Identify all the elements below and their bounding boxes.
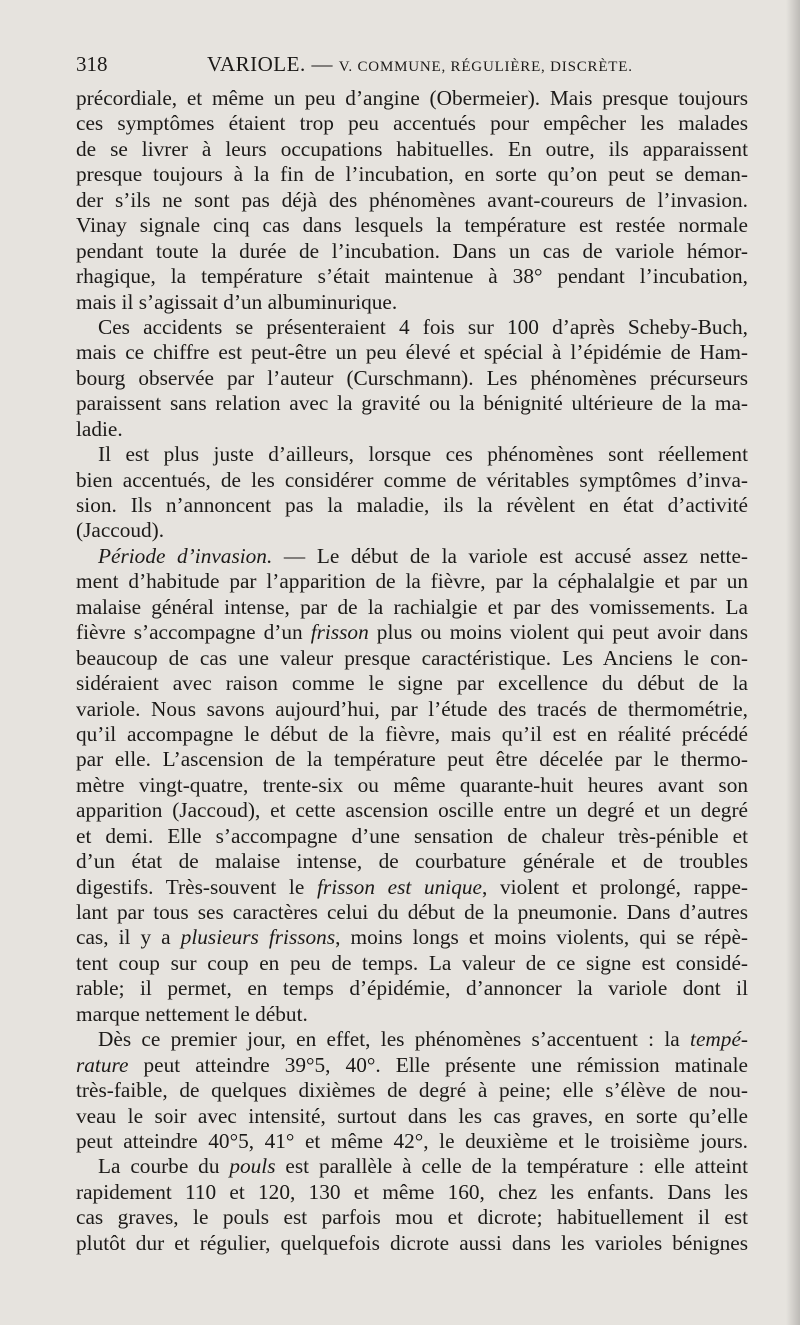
text-line — [76, 1078, 748, 1103]
text-segment: beaucoup de cas une valeur presque caractéristique. Les Anciens le con- — [76, 645, 748, 670]
text-segment: pendant toute la durée de l’incubation. Dans un cas de variole hémor- — [76, 238, 748, 263]
text-line — [76, 595, 748, 620]
text-line — [76, 925, 748, 950]
text-segment: ladie. — [76, 416, 123, 441]
text-line — [76, 111, 748, 136]
text-segment: La courbe du — [98, 1154, 230, 1179]
text-segment: Ces accidents se présenteraient 4 fois sur 100 d’après Scheby-Buch, — [98, 314, 748, 339]
italic-text: pouls — [229, 1154, 276, 1179]
text-segment: bien accentués, de les considérer comme de véritables symptômes d’inva- — [76, 467, 748, 492]
text-line — [76, 722, 748, 747]
text-segment: peut atteindre 40°5, 41° et même 42°, le deuxième et le troisième jours. — [76, 1128, 748, 1153]
text-segment: très-faible, de quelques dixièmes de degré à peine; elle s’élève de nou- — [76, 1078, 748, 1103]
italic-text: Période d’invasion. — [98, 543, 273, 568]
text-line — [76, 442, 748, 467]
text-segment: rhagique, la température s’était maintenue à 38° pendant l’incubation, — [76, 264, 748, 289]
text-segment: der s’ils ne sont pas déjà des phénomènes avant-coureurs de l’invasion. — [76, 187, 748, 212]
text-segment: — Le début de la variole est accusé assez nette- — [272, 543, 748, 568]
italic-text: frisson — [310, 620, 369, 645]
text-line — [76, 849, 748, 874]
text-line — [76, 620, 748, 645]
text-line — [76, 239, 748, 264]
text-segment: qu’il accompagne le début de la fièvre, mais qu’il est en réalité précédé — [76, 721, 748, 746]
text-segment: peut atteindre 39°5, 40°. Elle présente une rémission matinale — [128, 1052, 748, 1077]
text-segment: (Jaccoud). — [76, 518, 165, 543]
text-segment: est parallèle à celle de la température : elle atteint — [275, 1154, 748, 1179]
text-line — [76, 290, 748, 315]
text-segment: sidéraient avec raison comme le signe par excellence du début de la — [76, 671, 748, 696]
text-segment: lant par tous ses caractères celui du début de la pneumonie. Dans d’autres — [76, 900, 748, 924]
text-segment: mais ce chiffre est peut-être un peu élevé et spécial à l’épidémie de Ham- — [76, 340, 748, 365]
text-segment: paraissent sans relation avec la gravité ou la bénignité ultérieure de la ma- — [76, 391, 748, 416]
text-line — [76, 1002, 748, 1027]
text-line — [76, 518, 748, 543]
text-line — [76, 315, 748, 340]
text-line — [76, 875, 748, 900]
text-line — [76, 773, 748, 798]
text-segment: plutôt dur et régulier, quelquefois dicrote aussi dans les varioles bénignes — [76, 1230, 748, 1255]
text-line — [76, 162, 748, 187]
text-segment: , moins longs et moins violents, qui se répè- — [335, 925, 749, 950]
text-segment: plus ou moins violent qui peut avoir dans — [368, 620, 748, 645]
text-line — [76, 1231, 748, 1256]
text-segment: et demi. Elle s’accompagne d’une sensation de chaleur très-pénible et — [76, 823, 748, 848]
text-segment: Dès ce premier jour, en effet, les phénomènes s’accentuent : la — [98, 1027, 691, 1052]
text-line — [76, 213, 748, 238]
text-segment: par elle. L’ascension de la température peut être décelée par le thermo- — [76, 747, 748, 772]
text-line — [76, 391, 748, 416]
text-line — [76, 798, 748, 823]
text-segment: sion. Ils n’annoncent pas la maladie, ils la révèlent en état d’activité — [76, 493, 748, 517]
text-line — [76, 976, 748, 1001]
text-line — [76, 417, 748, 442]
text-line — [76, 188, 748, 213]
running-header — [76, 52, 748, 82]
text-segment: de se livrer à leurs occupations habituelles. En outre, ils apparaissent — [76, 136, 748, 161]
text-line — [76, 900, 748, 925]
text-segment: apparition (Jaccoud), et cette ascension oscille entre un degré et un degré — [76, 798, 748, 823]
running-title — [207, 52, 633, 77]
text-line — [76, 468, 748, 493]
text-line — [76, 366, 748, 391]
text-line — [76, 671, 748, 696]
text-segment: variole. Nous savons aujourd’hui, par l’étude des tracés de thermométrie, — [76, 696, 748, 721]
text-segment: cas graves, le pouls est parfois mou et dicrote; habituellement il est — [76, 1205, 748, 1230]
text-line — [76, 86, 748, 111]
text-segment: marque nettement le début. — [76, 1001, 308, 1026]
text-segment: d’un état de malaise intense, de courbature générale et de troubles — [76, 849, 748, 874]
text-segment: précordiale, et même un peu d’angine (Obermeier). Mais presque toujours — [76, 86, 748, 110]
text-line — [76, 1205, 748, 1230]
page-number: 318 — [76, 52, 108, 76]
text-segment: fièvre s’accompagne d’un — [76, 620, 311, 645]
text-segment: tent coup sur coup en peu de temps. La valeur de ce signe est considé- — [76, 950, 748, 975]
italic-text: plusieurs frissons — [180, 925, 336, 950]
text-line — [76, 1053, 748, 1078]
text-line — [76, 747, 748, 772]
body-text — [76, 86, 748, 1256]
text-segment: presque toujours à la fin de l’incubation, en sorte qu’on peut se deman- — [76, 162, 748, 187]
text-segment: ces symptômes étaient trop peu accentués pour empêcher les malades — [76, 111, 748, 136]
text-segment: mètre vingt-quatre, trente-six ou même quarante-huit heures avant son — [76, 772, 748, 797]
text-line — [76, 544, 748, 569]
text-segment: cas, il y a — [76, 925, 181, 950]
text-segment: veau le soir avec intensité, surtout dans les cas graves, en sorte qu’elle — [76, 1103, 748, 1128]
text-line — [76, 1129, 748, 1154]
page-edge-shadow — [786, 0, 800, 1325]
text-line — [76, 569, 748, 594]
italic-text: tempé- — [690, 1027, 748, 1052]
text-segment: bourg observée par l’auteur (Curschmann). Les phénomènes précurseurs — [76, 365, 748, 390]
text-segment: , violent et prolongé, rappe- — [481, 874, 748, 899]
text-segment: mais il s’agissait d’un albuminurique. — [76, 289, 398, 314]
text-line — [76, 493, 748, 518]
italic-text: rature — [76, 1052, 129, 1077]
text-segment: digestifs. Très-souvent le — [76, 874, 317, 899]
italic-text: frisson est unique — [316, 874, 482, 899]
text-segment: rapidement 110 et 120, 130 et même 160, chez les enfants. Dans les — [76, 1179, 748, 1204]
text-segment: malaise général intense, par de la rachialgie et par des vomissements. La — [76, 594, 748, 619]
text-line — [76, 1180, 748, 1205]
text-segment: ment d’habitude par l’apparition de la fièvre, par la céphalalgie et par un — [76, 569, 748, 594]
header-subtitle: V. COMMUNE, RÉGULIÈRE, DISCRÈTE. — [338, 59, 633, 75]
text-line — [76, 1104, 748, 1129]
text-line — [76, 951, 748, 976]
text-segment: rable; il permet, en temps d’épidémie, d’annoncer la variole dont il — [76, 976, 748, 1001]
header-title: VARIOLE. — [207, 52, 306, 76]
text-line — [76, 340, 748, 365]
text-line — [76, 1154, 748, 1179]
text-line — [76, 824, 748, 849]
text-line — [76, 697, 748, 722]
text-line — [76, 137, 748, 162]
text-line — [76, 1027, 748, 1052]
text-segment: Il est plus juste d’ailleurs, lorsque ces phénomènes sont réellement — [98, 442, 748, 467]
text-line — [76, 646, 748, 671]
text-segment: Vinay signale cinq cas dans lesquels la température est restée normale — [76, 213, 748, 238]
text-line — [76, 264, 748, 289]
header-separator: — — [311, 52, 333, 76]
